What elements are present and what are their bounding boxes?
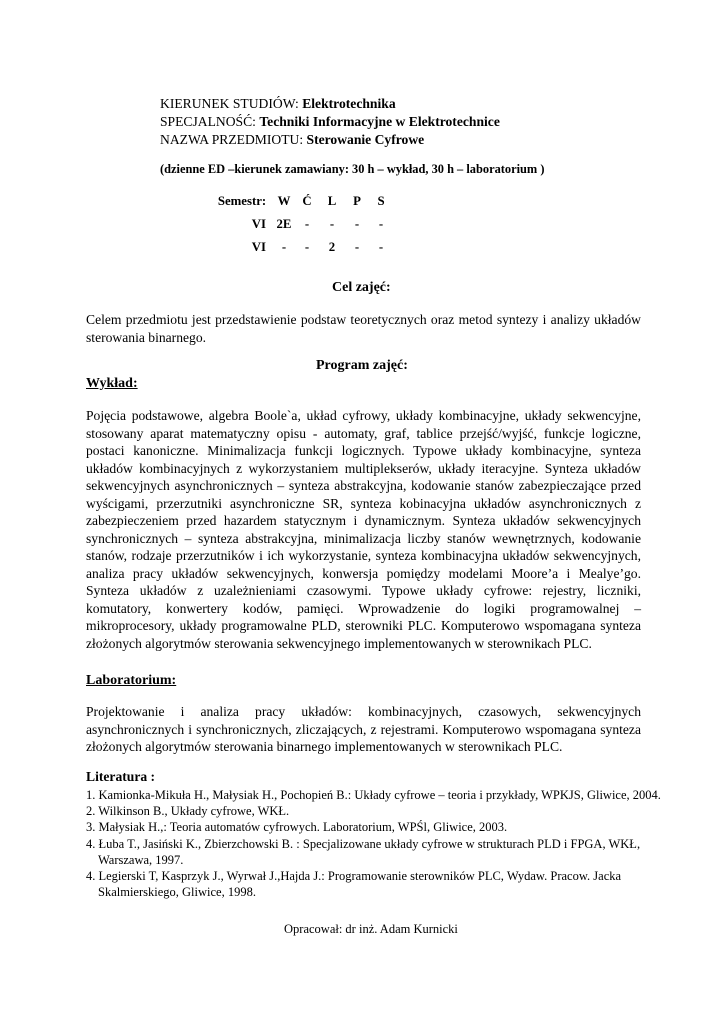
semester-table-header <box>212 190 394 213</box>
table-cell: - <box>281 240 287 254</box>
table-cell: VI <box>251 217 266 231</box>
table-cell: Semestr: <box>217 194 267 208</box>
table-cell: - <box>304 240 310 254</box>
przedmiot-line <box>160 131 424 149</box>
table-cell: Ć <box>302 194 312 208</box>
laboratorium-heading: Laboratorium: <box>86 673 177 688</box>
list-item: 2. Wilkinson B., Układy cyfrowe, WKŁ. <box>86 804 290 819</box>
table-cell: L <box>327 194 337 208</box>
table-cell: - <box>378 217 384 231</box>
kierunek-line <box>160 95 396 113</box>
list-item: 4. Łuba T., Jasiński K., Zbierzchowski B. : Specjalizowane układy cyfrowe w strukturach PLD i FPGA, WKŁ, Warszawa, 1997. <box>86 836 641 867</box>
table-row <box>212 213 394 236</box>
author-footer: Opracował: dr inż. Adam Kurnicki <box>284 922 458 936</box>
table-cell: - <box>354 217 360 231</box>
cel-text: Celem przedmiotu jest przedstawienie podstaw teoretycznych oraz metod syntezy i analizy układów sterowania binarnego. <box>86 312 641 345</box>
wyklad-text: Pojęcia podstawowe, algebra Boole`a, układ cyfrowy, układy kombinacyjne, układy sekwencyjne, stosowany aparat matematyczny opisu - automaty, graf, tablice przejść/wyjść, funkcje logiczne, postaci kanoniczne. Minimalizacja funkcji logicznych. Typowe układy kombinacyjne, synteza układów kombinacyjnych z wykorzystaniem multiplekserów, układy iteracyjne. Synteza układów sekwencyjnych asynchronicznych – synteza abstrakcyjna, kodowanie stanów zabezpieczające przed wyścigami, przerzutniki asynchroniczne SR, synteza kobinacyjna układów asynchronicznych z zabezpieczeniem przed hazardem statycznym i dynamicznym. Synteza układów sekwencyjnych synchronicznych – synteza abstrakcyjna, minimalizacja liczby stanów wewnętrznych, kodowanie stanów, rodzaje przerzutników i ich wykorzystanie, synteza kombinacyjna układów sekwencyjnych, analiza pracy układów sekwencyjnych, konwersja pomiędzy modelami Moore’a i Mealye’go. Synteza układów z uzależnieniami czasowymi. Typowe układy cyfrowe: rejestry, liczniki, komutatory, konwertery kodów, pamięci. Wprowadzenie do logiki programowalnej – mikroprocesory, układy programowalne PLD, sterowniki PLC. Komputerowo wspomagana synteza złożonych algorytmów sterowania sekwencyjnego implementowanych w sterownikach PLC. <box>86 408 641 651</box>
table-cell: 2E <box>276 217 292 231</box>
table-cell: S <box>377 194 385 208</box>
table-cell: W <box>277 194 291 208</box>
table-cell: - <box>329 217 335 231</box>
specjalnosc-value: Techniki Informacyjne w Elektrotechnice <box>259 114 500 129</box>
course-hours-subtitle: (dzienne ED –kierunek zamawiany: 30 h – wykład, 30 h – laboratorium ) <box>160 162 545 176</box>
table-row <box>212 236 394 259</box>
kierunek-label: KIERUNEK STUDIÓW: <box>160 96 303 111</box>
specjalnosc-line <box>160 113 500 131</box>
table-cell: 2 <box>328 240 336 254</box>
przedmiot-label: NAZWA PRZEDMIOTU: <box>160 132 307 147</box>
table-cell: - <box>354 240 360 254</box>
specjalnosc-label: SPECJALNOŚĆ: <box>160 114 260 129</box>
wyklad-heading: Wykład: <box>86 376 138 391</box>
table-cell: - <box>378 240 384 254</box>
table-cell: - <box>304 217 310 231</box>
laboratorium-text: Projektowanie i analiza pracy układów: kombinacyjnych, czasowych, sekwencyjnych asynchronicznych i synchronicznych, zliczających, z rejestrami. Komputerowo wspomagana synteza złożonych algorytmów sterowania binarnego implementowanych w sterownikach PLC. <box>86 704 641 754</box>
cel-heading: Cel zajęć: <box>332 280 391 295</box>
przedmiot-value: Sterowanie Cyfrowe <box>306 132 425 147</box>
list-item: 4. Legierski T, Kasprzyk J., Wyrwał J.,Hajda J.: Programowanie sterowników PLC, Wydaw. Pracow. Jacka Skalmierskiego, Gliwice, 1998. <box>86 869 622 900</box>
literatura-list <box>86 787 676 900</box>
semester-table <box>212 190 394 259</box>
list-item: 3. Małysiak H.,: Teoria automatów cyfrowych. Laboratorium, WPŚl, Gliwice, 2003. <box>86 820 508 835</box>
table-cell: VI <box>251 240 266 254</box>
program-heading: Program zajęć: <box>316 358 408 373</box>
table-cell: P <box>353 194 361 208</box>
kierunek-value: Elektrotechnika <box>302 96 396 111</box>
literatura-heading: Literatura : <box>86 769 156 784</box>
list-item: 1. Kamionka-Mikuła H., Małysiak H., Pochopień B.: Układy cyfrowe – teoria i przykłady, WPKJS, Gliwice, 2004. <box>86 788 661 802</box>
